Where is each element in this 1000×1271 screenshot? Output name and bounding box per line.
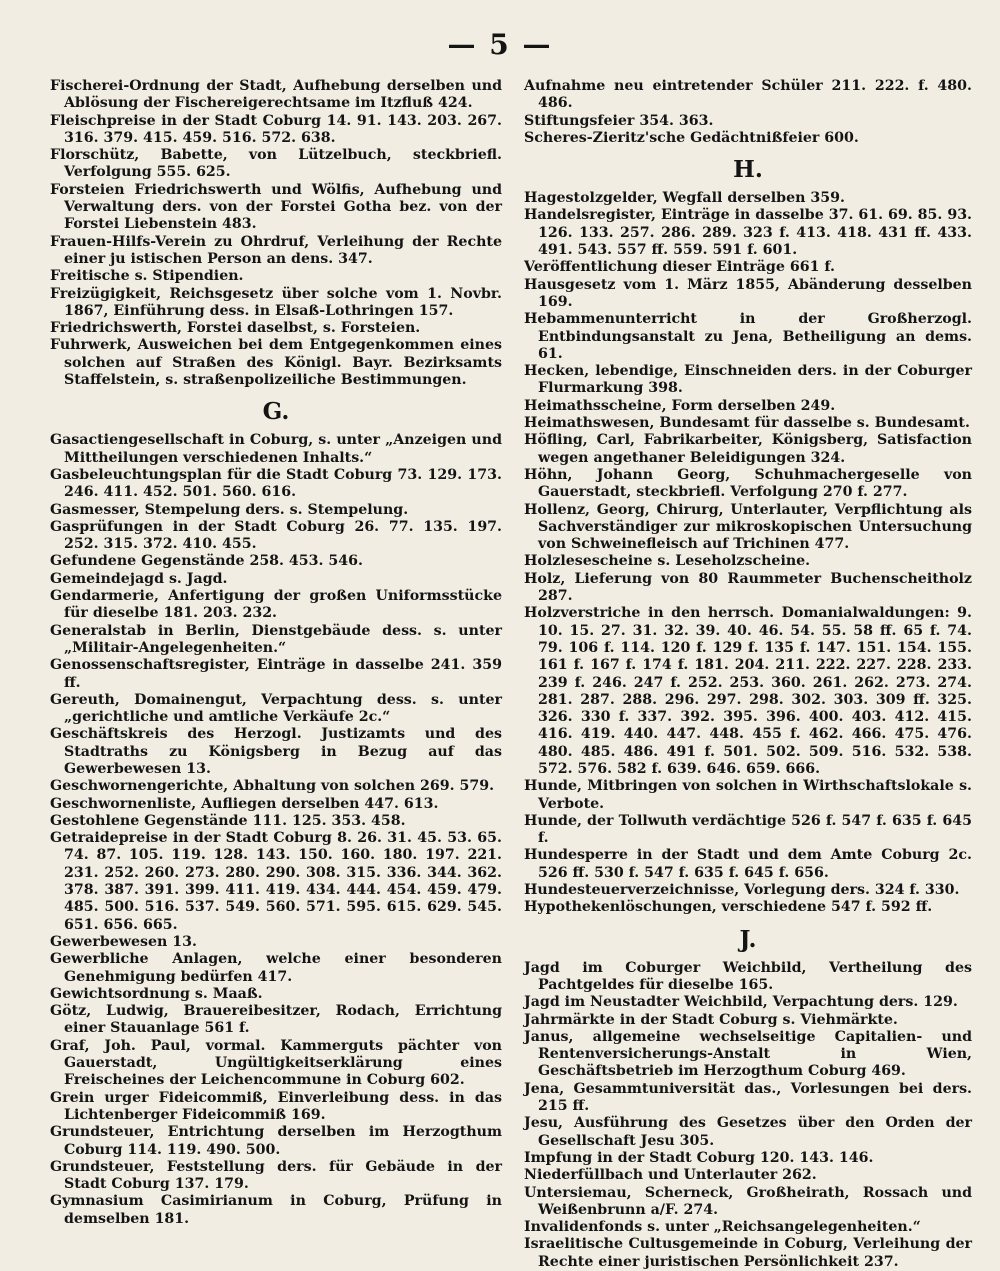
index-entry: Jesu, Ausführung des Gesetzes über den Orden der Gesellschaft Jesu 305. [524,1115,972,1149]
index-entry: Gasbeleuchtungsplan für die Stadt Coburg 73. 129. 173. 246. 411. 452. 501. 560. 616. [50,466,502,501]
index-entry: Gendarmerie, Anfertigung der großen Uniformsstücke für dieselbe 181. 203. 232. [50,588,502,622]
index-entry: Fischerei-Ordnung der Stadt, Aufhebung derselben und Ablösung der Fischereigerechtsame im Itzfluß 424. [50,78,502,112]
left-column [50,78,502,1228]
section-letter-j: J. [739,925,757,953]
index-entry: Stiftungsfeier 354. 363. [524,112,714,129]
page-number: — 5 — [447,28,553,61]
index-entry: Gewichtsordnung s. Maaß. [50,985,263,1002]
index-entry: Hollenz, Georg, Chirurg, Unterlauter, Verpflichtung als Sachverständiger zur mikroskopischen Untersuchung von Schweinefleisch auf Trichinen 477. [524,501,972,553]
index-entry: Heimathsscheine, Form derselben 249. [524,397,836,414]
index-entry: Israelitische Cultusgemeinde in Coburg, Verleihung der Rechte einer juristischen Persönlichkeit 237. [524,1236,972,1270]
section-h-entries [524,190,972,916]
index-entry: Jena, Gesammtuniversität das., Vorlesungen bei ders. 215 ff. [524,1080,972,1115]
index-entry: Impfung in der Stadt Coburg 120. 143. 146. [524,1149,874,1166]
index-entry: Aufnahme neu eintretender Schüler 211. 222. f. 480. 486. [524,78,972,112]
index-entry: Geschwornengerichte, Abhaltung von solchen 269. 579. [50,778,495,795]
index-entry: Götz, Ludwig, Brauereibesitzer, Rodach, Errichtung einer Stauanlage 561 f. [50,1003,502,1037]
index-entry: Niederfüllbach und Unterlauter 262. [524,1167,817,1184]
index-entry: Geschwornenliste, Aufliegen derselben 447. 613. [50,795,439,812]
index-entry: Grundsteuer, Entrichtung derselben im Herzogthum Coburg 114. 119. 490. 500. [50,1124,502,1158]
index-entry: Fleischpreise in der Stadt Coburg 14. 91. 143. 203. 267. 316. 379. 415. 459. 516. 572. 638. [50,112,502,146]
index-entry: Handelsregister, Einträge in dasselbe 37. 61. 69. 85. 93. 126. 133. 257. 286. 289. 323 f. 413. 418. 431 ff. 433. 491. 543. 557 ff. 559. 591 f. 601. [524,207,972,259]
index-entry: Generalstab in Berlin, Dienstgebäude dess. s. unter „Militair-Angelegenheiten.“ [50,622,502,656]
index-entry: Gestohlene Gegenstände 111. 125. 353. 458. [50,812,406,829]
right-column [524,78,972,1271]
index-entry: Florschütz, Babette, von Lützelbuch, steckbriefl. Verfolgung 555. 625. [50,147,502,181]
index-entry: Jahrmärkte in der Stadt Coburg s. Viehmärkte. [524,1011,898,1028]
index-entry: Gewerbewesen 13. [50,933,197,950]
index-entry: Höfling, Carl, Fabrikarbeiter, Königsberg, Satisfaction wegen angethaner Beleidigungen 324. [524,432,972,466]
index-entry: Holz, Lieferung von 80 Raummeter Buchenscheitholz 287. [524,570,972,605]
index-entry: Scheres-Zieritz'sche Gedächtnißfeier 600. [524,129,859,146]
index-entry: Hebammenunterricht in der Großherzogl. Entbindungsanstalt zu Jena, Betheiligung an dems. 61. [524,311,972,362]
index-entry: Hagestolzgelder, Wegfall derselben 359. [524,190,845,207]
index-entry: Gewerbliche Anlagen, welche einer besonderen Genehmigung bedürfen 417. [50,951,502,985]
index-entry: Holzlesescheine s. Leseholzscheine. [524,553,811,570]
index-entry: Invalidenfonds s. unter „Reichsangelegenheiten.“ [524,1219,921,1236]
index-entry: Friedrichswerth, Forstei daselbst, s. Forsteien. [50,320,421,337]
section-g-entries [50,432,502,1228]
index-entry: Fuhrwerk, Ausweichen bei dem Entgegenkommen eines solchen auf Straßen des Königl. Bayr. Bezirksamts Staffelstein, s. straßenpolizeiliche Bestimmungen. [50,337,502,389]
index-entry: Grundsteuer, Feststellung ders. für Gebäude in der Stadt Coburg 137. 179. [50,1158,502,1193]
section-letter-h: H. [733,156,763,184]
section-j-entries [524,960,972,1271]
section-g-continued [524,78,972,147]
index-entry: Geschäftskreis des Herzogl. Justizamts und des Stadtraths zu Königsberg in Bezug auf das Gewerbewesen 13. [50,726,502,777]
index-entry: Heimathswesen, Bundesamt für dasselbe s. Bundesamt. [524,415,970,432]
index-entry: Freizügigkeit, Reichsgesetz über solche vom 1. Novbr. 1867, Einführung dess. in Elsaß-Lothringen 157. [50,285,502,319]
index-entry: Hausgesetz vom 1. März 1855, Abänderung desselben 169. [524,276,972,310]
index-entry: Gasmesser, Stempelung ders. s. Stempelung. [50,501,409,518]
index-entry: Hundesperre in der Stadt und dem Amte Coburg 2c. 526 ff. 530 f. 547 f. 635 f. 645 f. 656. [524,847,972,881]
index-entry: Hundesteuerverzeichnisse, Vorlegung ders. 324 f. 330. [524,882,960,899]
section-f-entries [50,78,502,389]
index-entry: Grein urger Fideicommiß, Einverleibung dess. in das Lichtenberger Fideicommiß 169. [50,1089,502,1123]
index-entry: Jagd im Neustadter Weichbild, Verpachtung ders. 129. [524,994,958,1011]
index-entry: Holzverstriche in den herrsch. Domanialwaldungen: 9. 10. 15. 27. 31. 32. 39. 40. 46. 54. 55. 58 ff. 65 f. 74. 79. 106 f. 114. 120 f. 129 f. 135 f. 147. 151. 154. 155. 161 f. 167 f. 174 f. 181. 204. 211. 222. 227. 228. 233. 239 f. 246. 247 f. 252. 253. 360. 261. 262. 273. 274. 281. 287. 288. 296. 297. 298. 302. 303. 309 ff. 325. 326. 330 f. 337. 392. 395. 396. 400. 403. 412. 415. 416. 419. 440. 447. 448. 455 f. 462. 466. 475. 476. 480. 485. 486. 491 f. 501. 502. 509. 516. 532. 538. 572. 576. 582 f. 639. 646. 659. 666. [524,605,972,777]
index-entry: Frauen-Hilfs-Verein zu Ohrdruf, Verleihung der Rechte einer ju istischen Person an dens. 347. [50,233,502,267]
index-entry: Gasactiengesellschaft in Coburg, s. unter „Anzeigen und Mittheilungen verschiedenen Inhalts.“ [50,432,502,466]
section-letter-g: G. [262,398,290,426]
index-entry: Freitische s. Stipendien. [50,268,244,285]
index-entry: Gereuth, Domainengut, Verpachtung dess. s. unter „gerichtliche und amtliche Verkäufe 2c.“ [50,691,502,726]
index-entry: Graf, Joh. Paul, vormal. Kammerguts pächter von Gauerstadt, Ungültigkeitserklärung eines Freischeines der Leichencommune in Coburg 602. [50,1037,502,1089]
index-entry: Forsteien Friedrichswerth und Wölfis, Aufhebung und Verwaltung ders. von der Forstei Gotha bez. von der Forstei Liebenstein 483. [50,181,502,233]
index-entry: Gemeindejagd s. Jagd. [50,570,228,587]
index-entry: Veröffentlichung dieser Einträge 661 f. [524,259,835,276]
index-entry: Hypothekenlöschungen, verschiedene 547 f. 592 ff. [524,899,933,916]
index-entry: Gefundene Gegenstände 258. 453. 546. [50,553,363,570]
index-entry: Untersiemau, Scherneck, Großheirath, Rossach und Weißenbrunn a/F. 274. [524,1184,972,1218]
index-entry: Getraidepreise in der Stadt Coburg 8. 26. 31. 45. 53. 65. 74. 87. 105. 119. 128. 143. 150. 160. 180. 197. 221. 231. 252. 260. 273. 280. 290. 308. 315. 336. 344. 362. 378. 387. 391. 399. 411. 419. 434. 444. 454. 459. 479. 485. 500. 516. 537. 549. 560. 571. 595. 615. 629. 545. 651. 656. 665. [50,830,502,933]
index-entry: Hunde, der Tollwuth verdächtige 526 f. 547 f. 635 f. 645 f. [524,812,972,847]
index-entry: Gymnasium Casimirianum in Coburg, Prüfung in demselben 181. [50,1193,502,1227]
index-entry: Genossenschaftsregister, Einträge in dasselbe 241. 359 ff. [50,657,502,691]
index-entry: Hunde, Mitbringen von solchen in Wirthschaftslokale s. Verbote. [524,778,972,812]
index-entry: Höhn, Johann Georg, Schuhmachergeselle von Gauerstadt, steckbriefl. Verfolgung 270 f. 277. [524,466,972,501]
index-entry: Hecken, lebendige, Einschneiden ders. in der Coburger Flurmarkung 398. [524,363,972,397]
index-entry: Janus, allgemeine wechselseitige Capitalien- und Rentenversicherungs-Anstalt in Wien, Geschäftsbetrieb im Herzogthum Coburg 469. [524,1028,972,1080]
index-entry: Gasprüfungen in der Stadt Coburg 26. 77. 135. 197. 252. 315. 372. 410. 455. [50,518,502,553]
index-entry: Jagd im Coburger Weichbild, Vertheilung des Pachtgeldes für dieselbe 165. [524,959,972,993]
